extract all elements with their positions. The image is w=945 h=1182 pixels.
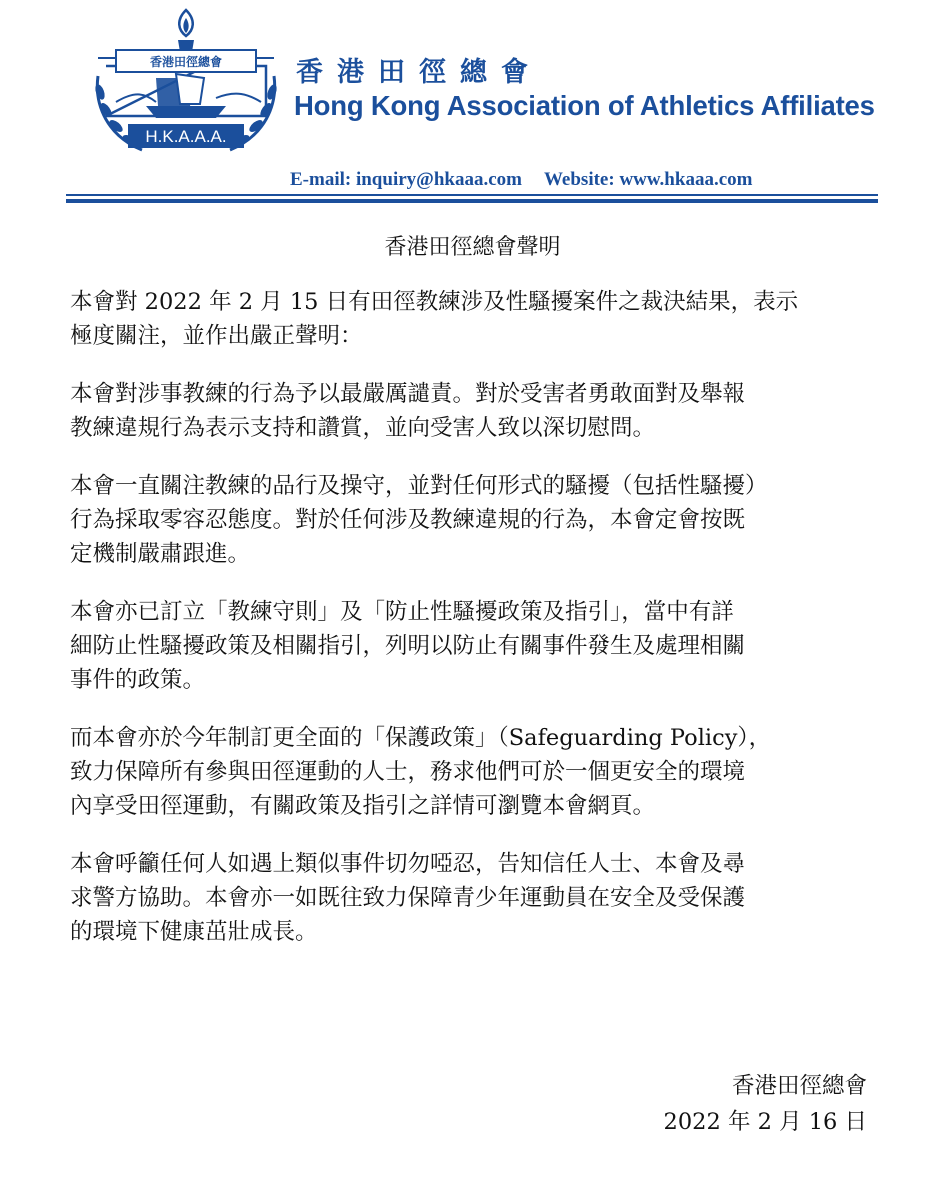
paragraph: [70, 377, 870, 445]
signature-block: [664, 1068, 867, 1140]
email-text: E-mail: inquiry@hkaaa.com: [290, 169, 522, 190]
paragraph: [70, 595, 870, 697]
signature-org: 香港田徑總會: [731, 1073, 867, 1099]
paragraph-line: 本會對 2022 年 2 月 15 日有田徑教練涉及性騷擾案件之裁決結果，表示: [70, 289, 799, 315]
org-name-zh: 香港田徑總會: [296, 57, 542, 88]
paragraph-line: 教練違規行為表示支持和讚賞，並向受害人致以深切慰問。: [70, 415, 656, 441]
paragraph-line: 定機制嚴肅跟進。: [70, 541, 251, 567]
statement-body: [70, 285, 870, 973]
website-text: Website: www.hkaaa.com: [543, 169, 753, 190]
logo-abbr: H.K.A.A.A.: [145, 127, 227, 146]
logo-text-zh: 香港田徑總會: [149, 55, 223, 69]
hkaaa-emblem-icon: [86, 6, 286, 166]
paragraph: [70, 847, 870, 949]
paragraph-line: 細防止性騷擾政策及相關指引，列明以防止有關事件發生及處理相關: [70, 633, 746, 659]
paragraph-line: 本會呼籲任何人如遇上類似事件切勿啞忍，告知信任人士、本會及尋: [70, 851, 746, 877]
paragraph-line: 事件的政策。: [70, 667, 206, 693]
paragraph-line: 致力保障所有參與田徑運動的人士，務求他們可於一個更安全的環境: [70, 759, 746, 785]
paragraph-line: 的環境下健康茁壯成長。: [70, 919, 318, 945]
org-name-en: Hong Kong Association of Athletics Affiliates: [294, 90, 875, 121]
document-title: 香港田徑總會聲明: [384, 235, 561, 260]
paragraph: [70, 469, 870, 571]
divider-thick: [66, 199, 878, 203]
paragraph: [70, 285, 870, 353]
contact-line: [290, 169, 752, 191]
paragraph-line: 內享受田徑運動，有關政策及指引之詳情可瀏覽本會網頁。: [70, 793, 656, 819]
paragraph-line: 而本會亦於今年制訂更全面的「保護政策」（Safeguarding Policy），: [70, 725, 772, 751]
paragraph-line: 行為採取零容忍態度。對於任何涉及教練違規的行為，本會定會按既: [70, 507, 746, 533]
letterhead: [0, 0, 945, 210]
paragraph-line: 極度關注，並作出嚴正聲明：: [70, 323, 363, 349]
divider-thin: [66, 194, 878, 196]
signature-date: 2022 年 2 月 16 日: [663, 1109, 867, 1135]
paragraph-line: 本會亦已訂立「教練守則」及「防止性騷擾政策及指引」，當中有詳: [70, 599, 734, 625]
paragraph: [70, 721, 870, 823]
paragraph-line: 本會對涉事教練的行為予以最嚴厲譴責。對於受害者勇敢面對及舉報: [70, 381, 746, 407]
paragraph-line: 求警方協助。本會亦一如既往致力保障青少年運動員在安全及受保護: [70, 885, 746, 911]
paragraph-line: 本會一直關注教練的品行及操守，並對任何形式的騷擾（包括性騷擾）: [70, 473, 768, 499]
